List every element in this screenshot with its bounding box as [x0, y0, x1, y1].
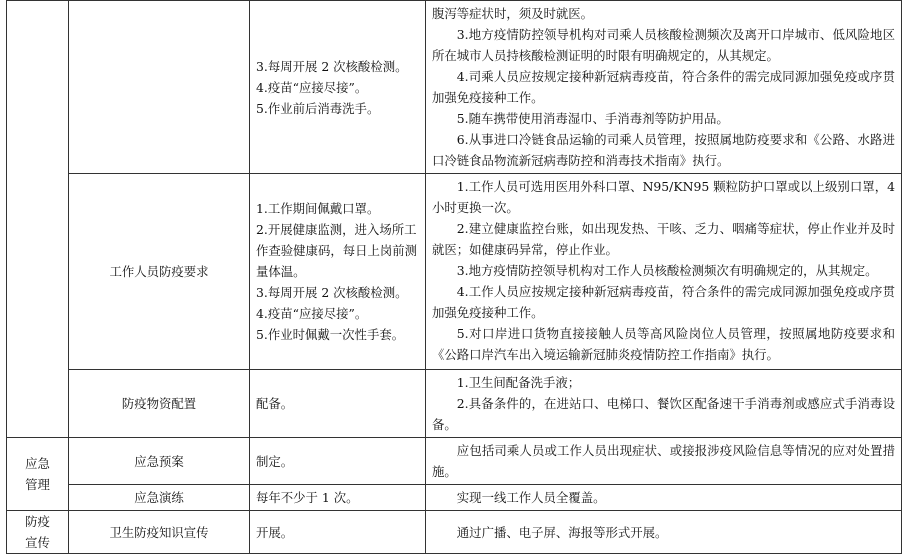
- table-row: [7, 1, 902, 174]
- measures-cell: 制定。: [250, 438, 426, 485]
- requirement-paragraph: 4.司乘人员应按规定接种新冠病毒疫苗，符合条件的需完成同源加强免疫或序贯加强免疫接种工作。: [432, 69, 895, 105]
- item-cell: 工作人员防疫要求: [69, 174, 250, 370]
- measure-line: 1.工作期间佩戴口罩。: [256, 201, 380, 216]
- requirements-cell: [426, 370, 902, 438]
- table-row: [7, 511, 902, 554]
- item-cell: [69, 1, 250, 174]
- measures-cell: 配备。: [250, 370, 426, 438]
- measures-cell: 开展。: [250, 511, 426, 554]
- requirements-cell: [426, 511, 902, 554]
- requirement-paragraph: 1.卫生间配备洗手液；: [456, 375, 581, 390]
- measure-line: 5.作业前后消毒洗手。: [256, 100, 380, 116]
- requirement-paragraph: 5.随车携带使用消毒湿巾、手消毒剂等防护用品。: [456, 111, 729, 126]
- requirements-cell: [426, 174, 902, 370]
- measure-line: 4.疫苗“应接尽接”。: [256, 79, 368, 95]
- requirements-cell: [426, 485, 902, 511]
- requirement-paragraph: 2.具备条件的，在进站口、电梯口、餐饮区配备速干手消毒剂或感应式手消毒设备。: [432, 396, 895, 432]
- measure-line: 2.开展健康监测，进入场所工作查验健康码，每日上岗前测量体温。: [256, 222, 418, 279]
- category-cell: [7, 1, 69, 438]
- table-row: [7, 370, 902, 438]
- item-cell: 应急预案: [69, 438, 250, 485]
- measures-cell: 每年不少于 1 次。: [250, 485, 426, 511]
- prevention-measures-table: [6, 0, 902, 554]
- category-cell: 应急管理: [7, 438, 69, 511]
- requirements-cell: [426, 1, 902, 174]
- requirement-paragraph: 3.地方疫情防控领导机构对工作人员核酸检测频次有明确规定的，从其规定。: [456, 263, 878, 278]
- requirement-paragraph: 4.工作人员应按规定接种新冠病毒疫苗，符合条件的需完成同源加强免疫或序贯加强免疫接种工作。: [432, 284, 895, 320]
- measures-cell: [250, 1, 426, 174]
- measure-line: 5.作业时佩戴一次性手套。: [256, 327, 405, 342]
- requirement-paragraph: 2.建立健康监控台账，如出现发热、干咳、乏力、咽痛等症状，停止作业并及时就医；如健康码异常，停止作业。: [432, 221, 895, 257]
- table-row: [7, 174, 902, 370]
- measure-line: 3.每周开展 2 次核酸检测。: [256, 58, 408, 74]
- requirement-paragraph: 通过广播、电子屏、海报等形式开展。: [456, 524, 668, 540]
- item-cell: 卫生防疫知识宣传: [69, 511, 250, 554]
- category-cell: 防疫宣传: [7, 511, 69, 554]
- measures-cell: [250, 174, 426, 370]
- requirement-paragraph: 6.从事进口冷链食品运输的司乘人员管理，按照属地防疫要求和《公路、水路进口冷链食品物流新冠病毒防控和消毒技术指南》执行。: [432, 132, 895, 168]
- item-cell: 防疫物资配置: [69, 370, 250, 438]
- requirements-cell: [426, 438, 902, 485]
- measure-line: 4.疫苗“应接尽接”。: [256, 306, 368, 321]
- requirement-continuation: 腹泻等症状时，须及时就医。: [432, 6, 594, 21]
- table-row: [7, 485, 902, 511]
- item-cell: 应急演练: [69, 485, 250, 511]
- requirement-paragraph: 1.工作人员可选用医用外科口罩、N95/KN95 颗粒防护口罩或以上级别口罩，4 小时更换一次。: [432, 179, 895, 215]
- requirement-paragraph: 3.地方疫情防控领导机构对司乘人员核酸检测频次及离开口岸城市、低风险地区所在城市人员持核酸检测证明的时限有明确规定的，从其规定。: [432, 27, 895, 63]
- table-row: [7, 438, 902, 485]
- requirement-paragraph: 实现一线工作人员全覆盖。: [456, 490, 606, 505]
- requirement-paragraph: 应包括司乘人员或工作人员出现症状、或接报涉疫风险信息等情况的应对处置措施。: [432, 443, 895, 479]
- measure-line: 3.每周开展 2 次核酸检测。: [256, 285, 408, 300]
- requirement-paragraph: 5.对口岸进口货物直接接触人员等高风险岗位人员管理，按照属地防疫要求和《公路口岸汽车出入境运输新冠肺炎疫情防控工作指南》执行。: [432, 326, 895, 362]
